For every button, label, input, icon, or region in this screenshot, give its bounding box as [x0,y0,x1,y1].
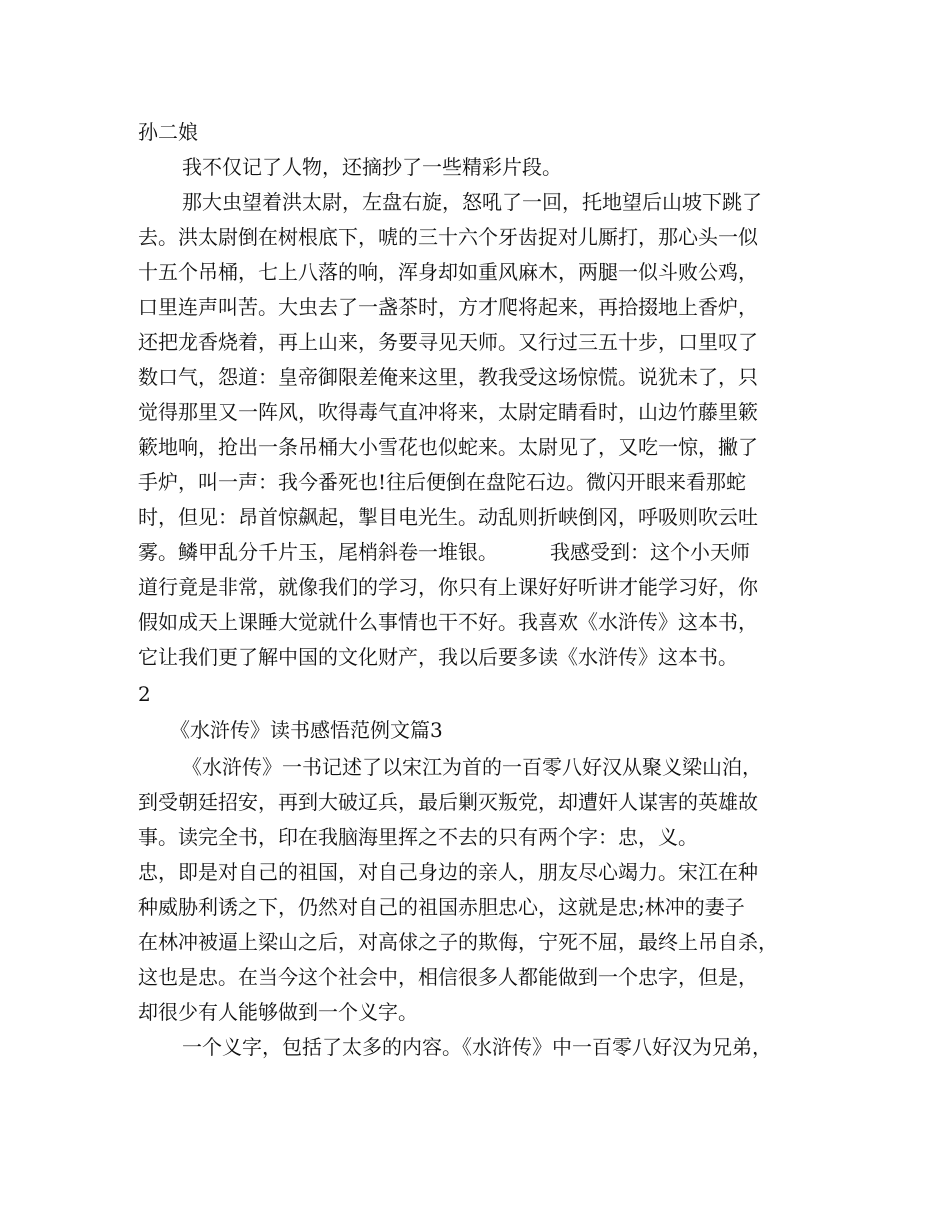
section-heading: 《水浒传》读书感悟范例文篇3 [170,718,443,742]
text-line: 还把龙香烧着，再上山来，务要寻见天师。又行过三五十步，口里叹了 [138,330,758,354]
text-line: 道行竟是非常，就像我们的学习，你只有上课好好听讲才能学习好，你 [138,575,758,599]
text-line: 簌地响，抢出一条吊桶大小雪花也似蛇来。太尉见了，又吃一惊，撇了 [138,435,758,459]
page-number: 2 [138,682,151,706]
text-line: 去。洪太尉倒在树根底下，唬的三十六个牙齿捉对儿厮打，那心头一似 [138,225,758,249]
text-line: 到受朝廷招安，再到大破辽兵，最后剿灭叛党，却遭奸人谋害的英雄故 [138,790,758,814]
text-line: 《水浒传》一书记述了以宋江为首的一百零八好汉从聚义梁山泊， [182,755,762,779]
text-line: 种威胁利诱之下，仍然对自己的祖国赤胆忠心，这就是忠;林冲的妻子 [138,895,745,919]
text-line: 手炉，叫一声：我今番死也!往后便倒在盘陀石边。微闪开眼来看那蛇 [138,470,747,494]
text-line: 它让我们更了解中国的文化财产，我以后要多读《水浒传》这本书。 [138,645,738,669]
text-line-split [138,540,838,564]
text-line: 孙二娘 [138,120,198,144]
text-line: 时，但见：昂首惊飙起，掣目电光生。动乱则折峡倒冈，呼吸则吹云吐 [138,505,758,529]
text-line: 忠，即是对自己的祖国，对自己身边的亲人，朋友尽心竭力。宋江在种 [138,860,758,884]
text-fragment: 我感受到：这个小天师 [550,540,750,564]
text-line: 在林冲被逼上梁山之后，对高俅之子的欺侮，宁死不屈，最终上吊自杀， [138,930,778,954]
text-line: 口里连声叫苦。大虫去了一盏茶时，方才爬将起来，再拾掇地上香炉， [138,295,758,319]
text-line: 我不仅记了人物，还摘抄了一些精彩片段。 [182,155,562,179]
text-line: 这也是忠。在当今这个社会中，相信很多人都能做到一个忠字，但是， [138,965,758,989]
text-line: 事。读完全书，印在我脑海里挥之不去的只有两个字：忠，义。 [138,825,698,849]
text-line: 觉得那里又一阵风，吹得毒气直冲将来，太尉定睛看时，山边竹藤里簌 [138,400,758,424]
text-line: 十五个吊桶，七上八落的响，浑身却如重风麻木，两腿一似斗败公鸡， [138,260,758,284]
text-line: 假如成天上课睡大觉就什么事情也干不好。我喜欢《水浒传》这本书， [138,610,758,634]
text-line: 却很少有人能够做到一个义字。 [138,1000,418,1024]
text-line: 那大虫望着洪太尉，左盘右旋，怒吼了一回，托地望后山坡下跳了 [182,190,762,214]
text-line: 数口气，怨道：皇帝御限差俺来这里，教我受这场惊慌。说犹未了，只 [138,365,758,389]
text-line: 一个义字，包括了太多的内容。《水浒传》中一百零八好汉为兄弟， [182,1035,772,1059]
text-fragment: 雾。鳞甲乱分千片玉，尾梢斜卷一堆银。 [138,540,498,564]
